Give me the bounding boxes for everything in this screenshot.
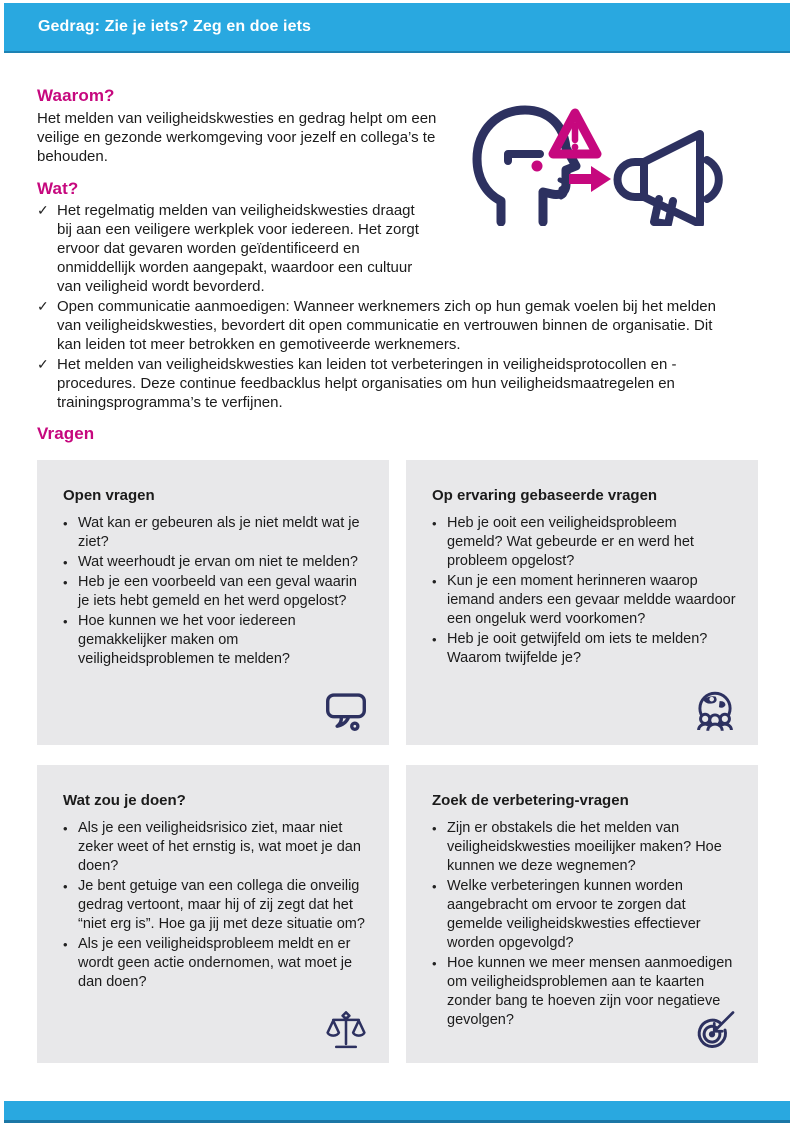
question-item [432, 819, 736, 876]
card-verbetering-vragen [406, 765, 758, 1063]
bullet-icon: • [432, 956, 437, 971]
question-item [432, 954, 736, 1030]
question-text: Kun je een moment herinneren waarop iemand anders een gevaar meldde waardoor een ongeluk werd voorkomen? [447, 573, 736, 627]
checklist-item [37, 355, 737, 412]
question-text: Hoe kunnen we het voor iedereen gemakkelijker maken om veiligheidsproblemen te melden? [78, 613, 296, 667]
question-text: Wat kan er gebeuren als je niet meldt wat je ziet? [78, 515, 360, 550]
question-text: Je bent getuige van een collega die onveilig gedrag vertoont, maar hij of zij zegt dat het “niet erg is”. Hoe ga jij met deze situatie om? [78, 878, 365, 932]
question-text: Als je een veiligheidsrisico ziet, maar niet zeker weet of het ernstig is, wat moet je dan doen? [78, 820, 361, 874]
vragen-heading: Vragen [37, 424, 95, 443]
checklist-item-text: Het melden van veiligheidskwesties kan leiden tot verbeteringen in veiligheidsprotocollen en -procedures. Deze continue feedbacklus helpt organisaties om hun veiligheidsmaatregelen en trainingsprogramma’s te verfijnen. [57, 356, 677, 411]
question-item [432, 877, 736, 953]
page-title: Gedrag: Zie je iets? Zeg en doe iets [38, 18, 311, 35]
lips-icon [560, 180, 565, 197]
header-bar [4, 3, 790, 53]
wat-checklist [37, 201, 737, 413]
question-text: Wat weerhoudt je ervan om niet te melden? [78, 554, 358, 570]
question-text: Welke verbeteringen kunnen worden aangebracht om ervoor te zorgen dat gemelde veiligheidskwesties effectiever worden opgevolgd? [447, 878, 701, 951]
footer-bar [4, 1101, 790, 1123]
question-list [63, 819, 367, 992]
card-title: Op ervaring gebaseerde vragen [432, 487, 658, 504]
card-title: Zoek de verbetering-vragen [432, 792, 629, 809]
wat-heading: Wat? [37, 179, 79, 198]
bullet-icon: • [63, 937, 68, 952]
bullet-icon: • [63, 575, 68, 590]
card-title: Wat zou je doen? [63, 792, 186, 809]
question-cards-grid [37, 460, 758, 1063]
check-icon: ✓ [37, 202, 49, 218]
question-item [432, 572, 736, 629]
question-text: Zijn er obstakels die het melden van veiligheidskwesties moeilijker maken? Hoe kunnen we deze wegnemen? [447, 820, 722, 874]
eye-icon [532, 161, 543, 172]
question-item [63, 573, 367, 611]
bullet-icon: • [63, 516, 68, 531]
question-text: Heb je ooit getwijfeld om iets te melden? Waarom twijfelde je? [447, 631, 708, 666]
checklist-item-text: Open communicatie aanmoedigen: Wanneer werknemers zich op hun gemak voelen bij het melden van veiligheidskwesties, bevordert dit open communicatie en vertrouwen binnen de organisatie. Dit kan leiden tot meer betrokken en gemotiveerde werknemers. [57, 298, 716, 353]
question-list [432, 819, 736, 1030]
target-arrow-icon [694, 1008, 736, 1050]
question-text: Als je een veiligheidsprobleem meldt en er wordt geen actie ondernomen, wat moet je dan doen? [78, 936, 353, 990]
question-item [63, 877, 367, 934]
waarom-heading: Waarom? [37, 86, 115, 105]
question-text: Heb je ooit een veiligheidsprobleem gemeld? Wat gebeurde er en werd het probleem opgelost? [447, 515, 694, 569]
bullet-icon: • [432, 516, 437, 531]
card-ervaring-vragen [406, 460, 758, 745]
card-title: Open vragen [63, 487, 155, 504]
bullet-icon: • [63, 555, 68, 570]
bullet-icon: • [432, 632, 437, 647]
bullet-icon: • [432, 574, 437, 589]
warning-triangle-icon [553, 113, 597, 154]
people-globe-icon [694, 690, 736, 732]
question-item [63, 612, 367, 669]
card-wat-zou-je-doen [37, 765, 389, 1063]
question-item [432, 514, 736, 571]
question-item [63, 514, 367, 552]
megaphone-icon [618, 134, 719, 224]
question-text: Hoe kunnen we meer mensen aanmoedigen om veiligheidsproblemen aan te kaarten zonder bang te hoeven zijn voor negatieve gevolgen? [447, 955, 733, 1028]
bullet-icon: • [63, 879, 68, 894]
question-item [63, 553, 367, 572]
see-say-do-illustration [472, 100, 758, 226]
bullet-icon: • [432, 879, 437, 894]
question-text: Heb je een voorbeeld van een geval waarin je iets hebt gemeld en het werd opgelost? [78, 574, 357, 609]
checklist-item-text: Het regelmatig melden van veiligheidskwesties draagt bij aan een veiligere werkplek voor iedereen. Het zorgt ervoor dat gevaren worden geïdentificeerd en onmiddellijk worden aangepakt, waardoor een cultuur van veiligheid wordt bevorderd. [57, 202, 419, 295]
bullet-icon: • [63, 821, 68, 836]
head-alert-megaphone-icon [472, 100, 758, 226]
question-item [63, 935, 367, 992]
scales-icon [325, 1010, 367, 1050]
speech-bubble-icon [325, 692, 367, 732]
checklist-item [37, 297, 737, 354]
question-list [63, 514, 367, 669]
card-open-vragen [37, 460, 389, 745]
bullet-icon: • [63, 614, 68, 629]
head-profile-icon [477, 110, 576, 222]
question-item [432, 630, 736, 668]
bullet-icon: • [432, 821, 437, 836]
check-icon: ✓ [37, 298, 49, 314]
question-item [63, 819, 367, 876]
question-list [432, 514, 736, 668]
waarom-paragraph: Het melden van veiligheidskwesties en gedrag helpt om een veilige en gezonde werkomgeving voor jezelf en collega’s te behouden. [37, 110, 437, 165]
check-icon: ✓ [37, 356, 49, 372]
